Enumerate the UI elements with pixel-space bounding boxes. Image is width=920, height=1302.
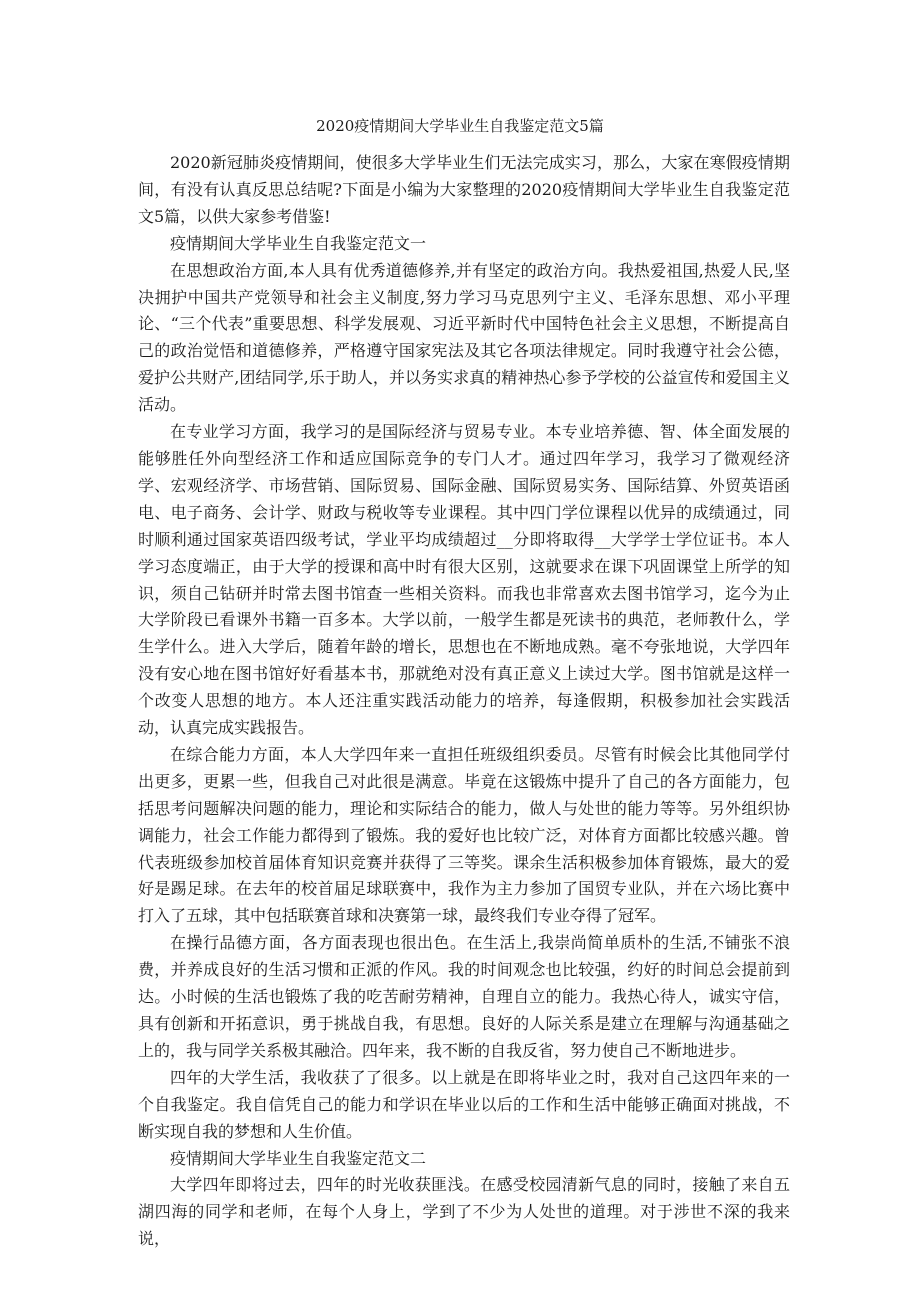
section-heading-1: 疫情期间大学毕业生自我鉴定范文一 (170, 233, 427, 253)
paragraph-conduct: 在操行品德方面，各方面表现也很出色。在生活上,我崇尚简单质朴的生活,不铺张不浪费，并养成良好的生活习惯和正派的作风。我的时间观念也比较强，约好的时间总会提前到达。小时候的生活也锻炼了我的吃苦耐劳精神，自理自立的能力。我热心待人，诚实守信，具有创新和开拓意识，勇于挑战自我，有思想。良好的人际关系是建立在理解与沟通基础之上的，我与同学关系极其融洽。四年来，我不断的自我反省，努力使自己不断地进步。 (138, 933, 790, 1060)
intro-paragraph: 2020新冠肺炎疫情期间，使很多大学毕业生们无法完成实习，那么，大家在寒假疫情期间，有没有认真反思总结呢?下面是小编为大家整理的2020疫情期间大学毕业生自我鉴定范文5篇，以供大家参考借鉴! (138, 153, 790, 226)
paragraph-summary: 四年的大学生活，我收获了了很多。以上就是在即将毕业之时，我对自己这四年来的一个自我鉴定。我自信凭自己的能力和学识在毕业以后的工作和生活中能够正确面对挑战，不断实现自我的梦想和人生价值。 (138, 1067, 790, 1141)
document-title: 2020疫情期间大学毕业生自我鉴定范文5篇 (316, 117, 604, 135)
paragraph-ability: 在综合能力方面，本人大学四年来一直担任班级组织委员。尽管有时候会比其他同学付出更多，更累一些，但我自己对此很是满意。毕竟在这锻炼中提升了自己的各方面能力，包括思考问题解决问题的能力，理论和实际结合的能力，做人与处世的能力等等。另外组织协调能力，社会工作能力都得到了锻炼。我的爱好也比较广泛，对体育方面都比较感兴趣。曾代表班级参加校首届体育知识竞赛并获得了三等奖。课余生活积极参加体育锻炼，最大的爱好是踢足球。在去年的校首届足球联赛中，我作为主力参加了国贸专业队，并在六场比赛中打入了五球，其中包括联赛首球和决赛第一球，最终我们专业夺得了冠军。 (138, 744, 790, 926)
document-body (138, 150, 790, 1253)
paragraph-section2-opening: 大学四年即将过去，四年的时光收获匪浅。在感受校园清新气息的同时，接触了来自五湖四海的同学和老师，在每个人身上，学到了不少为人处世的道理。对于涉世不深的我来说， (138, 1175, 790, 1249)
section-heading-2: 疫情期间大学毕业生自我鉴定范文二 (170, 1148, 427, 1168)
paragraph-political: 在思想政治方面,本人具有优秀道德修养,并有坚定的政治方向。我热爱祖国,热爱人民,坚决拥护中国共产党领导和社会主义制度,努力学习马克思列宁主义、毛泽东思想、邓小平理论、“三个代表”重要思想、科学发展观、习近平新时代中国特色社会主义思想，不断提高自己的政治觉悟和道德修养，严格遵守国家宪法及其它各项法律规定。同时我遵守社会公德，爱护公共财产,团结同学,乐于助人，并以务实求真的精神热心参予学校的公益宣传和爱国主义活动。 (138, 260, 790, 415)
paragraph-study: 在专业学习方面，我学习的是国际经济与贸易专业。本专业培养德、智、体全面发展的能够胜任外向型经济工作和适应国际竞争的专门人才。通过四年学习，我学习了微观经济学、宏观经济学、市场营销、国际贸易、国际金融、国际贸易实务、国际结算、外贸英语函电、电子商务、会计学、财政与税收等专业课程。其中四门学位课程以优异的成绩通过，同时顺利通过国家英语四级考试，学业平均成绩超过__分即将取得__大学学士学位证书。本人学习态度端正，由于大学的授课和高中时有很大区别，这就要求在课下巩固课堂上所学的知识，须自己钻研并时常去图书馆查一些相关资料。而我也非常喜欢去图书馆学习，迄今为止大学阶段已看课外书籍一百多本。大学以前，一般学生都是死读书的典范，老师教什么，学生学什么。进入大学后，随着年龄的增长，思想也在不断地成熟。毫不夸张地说，大学四年没有安心地在图书馆好好看基本书，那就绝对没有真正意义上读过大学。图书馆就是这样一个改变人思想的地方。本人还注重实践活动能力的培养，每逢假期，积极参加社会实践活动，认真完成实践报告。 (138, 422, 790, 738)
